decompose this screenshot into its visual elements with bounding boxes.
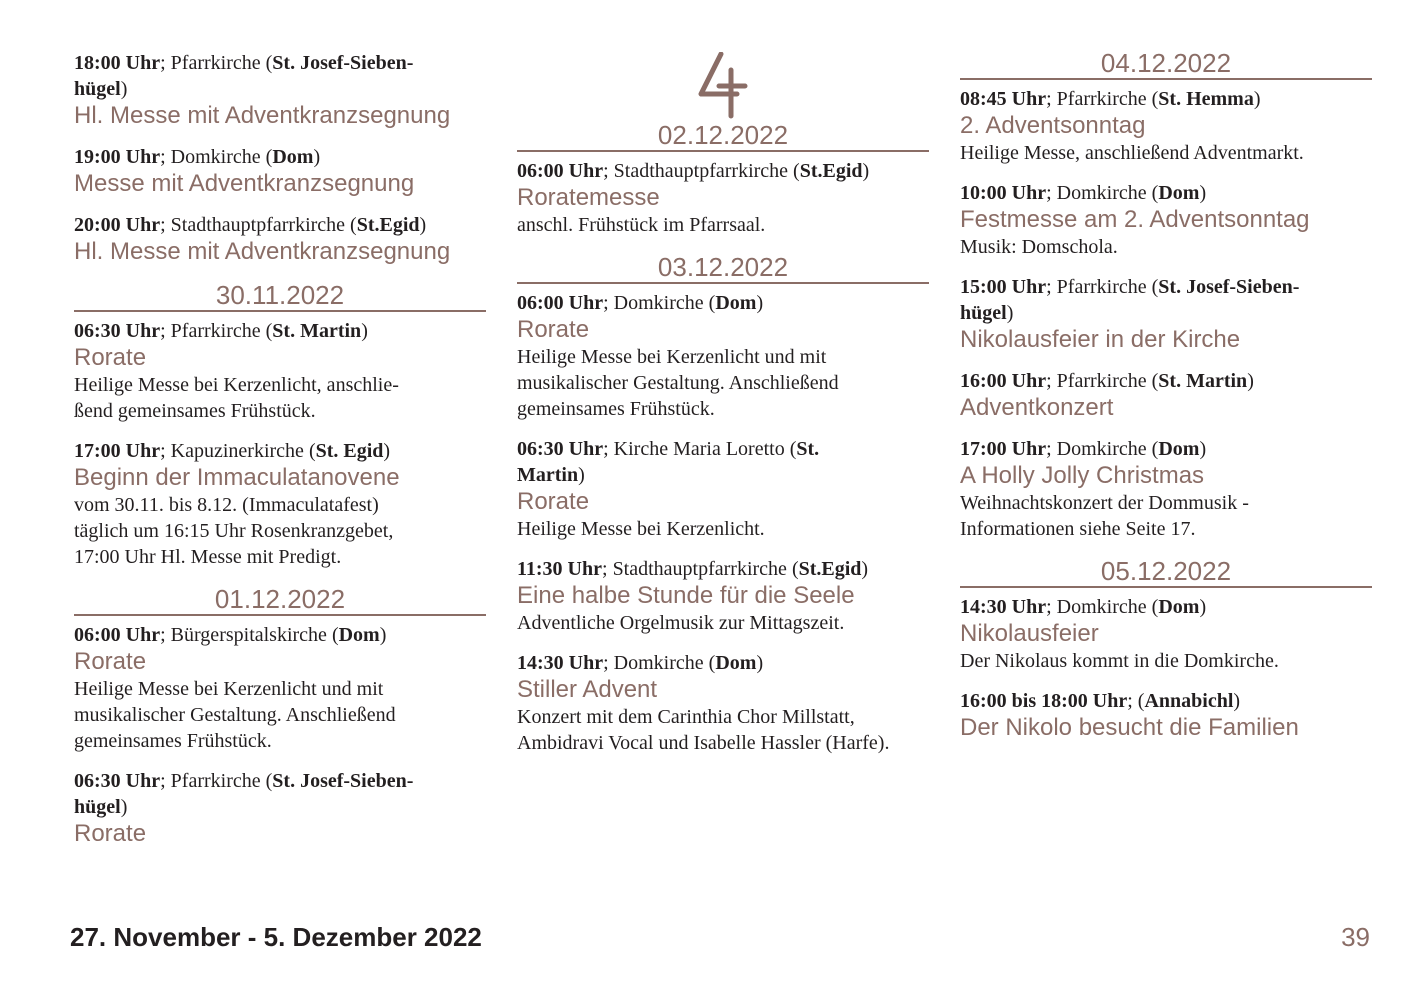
event-title: Rorate bbox=[517, 316, 590, 343]
event-title: Beginn der Immaculatanovene bbox=[74, 464, 400, 491]
event-time: 06:00 Uhr bbox=[517, 292, 604, 314]
event-title: Nikolausfeier bbox=[960, 620, 1099, 647]
event-time: 06:30 Uhr bbox=[74, 320, 161, 342]
events-list bbox=[74, 622, 486, 848]
page-number: 39 bbox=[1341, 922, 1370, 952]
event-meta bbox=[74, 144, 486, 170]
event-church: St. Josef-Sieben- hügel bbox=[74, 770, 414, 818]
event-item bbox=[960, 180, 1372, 260]
event-church-wrap: (St. Josef-Sieben- hügel) bbox=[74, 52, 414, 100]
event-meta bbox=[74, 50, 486, 102]
event-meta bbox=[517, 556, 929, 582]
event-time: 14:30 Uhr bbox=[517, 652, 604, 674]
event-church: Dom bbox=[338, 624, 380, 646]
event-item bbox=[960, 594, 1372, 674]
event-separator: ; bbox=[160, 770, 171, 792]
event-time: 14:30 Uhr bbox=[960, 596, 1047, 618]
event-church-wrap: (St.Egid) bbox=[345, 214, 427, 236]
event-place: Kirche Maria Loretto bbox=[613, 438, 785, 460]
event-separator: ; bbox=[1046, 370, 1057, 392]
event-place: Kapuzinerkirche bbox=[170, 440, 304, 462]
event-church: St. Martin bbox=[1158, 370, 1248, 392]
date-heading: 30.11.2022 bbox=[74, 280, 486, 312]
event-separator: ; bbox=[1127, 690, 1138, 712]
date-heading: 03.12.2022 bbox=[517, 252, 929, 284]
event-time: 17:00 Uhr bbox=[960, 438, 1047, 460]
events-list bbox=[517, 290, 929, 756]
event-church: Dom bbox=[1158, 596, 1200, 618]
event-title: Hl. Messe mit Adventkranzsegnung bbox=[74, 238, 451, 265]
events-list bbox=[74, 50, 486, 266]
event-separator: ; bbox=[602, 558, 613, 580]
event-meta bbox=[960, 594, 1372, 620]
event-church: St. Josef-Sieben- hügel bbox=[960, 276, 1300, 324]
event-title: Rorate bbox=[74, 344, 147, 371]
event-church: Dom bbox=[272, 146, 314, 168]
event-title: Rorate bbox=[74, 648, 147, 675]
event-separator: ; bbox=[160, 624, 171, 646]
event-meta bbox=[517, 158, 929, 184]
event-item bbox=[74, 318, 486, 424]
event-church-wrap: (Dom) bbox=[703, 292, 764, 314]
event-title: Der Nikolo besucht die Familien bbox=[960, 714, 1299, 741]
event-description: Heilige Messe bei Kerzenlicht und mit musikalischer Gestaltung. Anschließend gemeinsames Frühstück. bbox=[74, 678, 396, 752]
event-title: A Holly Jolly Christmas bbox=[960, 462, 1205, 489]
event-place: Pfarrkirche bbox=[170, 52, 261, 74]
event-meta bbox=[74, 212, 486, 238]
event-place: Pfarrkirche bbox=[1056, 276, 1147, 298]
event-description: Heilige Messe bei Kerzenlicht und mit musikalischer Gestaltung. Anschließend gemeinsames Frühstück. bbox=[517, 346, 839, 420]
event-time: 11:30 Uhr bbox=[517, 558, 602, 580]
event-meta bbox=[960, 368, 1372, 394]
event-church-wrap: (St. Josef-Sieben- hügel) bbox=[74, 770, 414, 818]
event-church-wrap: (Dom) bbox=[260, 146, 321, 168]
event-title: Adventkonzert bbox=[960, 394, 1114, 421]
event-church-wrap: (St. Josef-Sieben- hügel) bbox=[960, 276, 1300, 324]
event-place: Bürgerspitalskirche bbox=[170, 624, 327, 646]
event-church-wrap: (Dom) bbox=[1146, 182, 1207, 204]
event-church-wrap: (St. Martin) bbox=[1146, 370, 1254, 392]
event-title: Rorate bbox=[74, 820, 147, 847]
event-meta bbox=[517, 650, 929, 676]
event-church-wrap: (Dom) bbox=[703, 652, 764, 674]
event-item bbox=[74, 768, 486, 848]
event-time: 10:00 Uhr bbox=[960, 182, 1047, 204]
event-place: Domkirche bbox=[1056, 596, 1147, 618]
event-item bbox=[517, 436, 929, 542]
event-meta bbox=[960, 86, 1372, 112]
event-item bbox=[960, 688, 1372, 742]
event-church: St. Egid bbox=[315, 440, 384, 462]
event-separator: ; bbox=[160, 440, 171, 462]
event-time: 16:00 Uhr bbox=[960, 370, 1047, 392]
event-title: Nikolausfeier in der Kirche bbox=[960, 326, 1241, 353]
event-item bbox=[960, 368, 1372, 422]
event-time: 20:00 Uhr bbox=[74, 214, 161, 236]
event-church: Annabichl bbox=[1144, 690, 1234, 712]
event-title: Rorate bbox=[517, 488, 590, 515]
event-church: St. Martin bbox=[272, 320, 362, 342]
event-place: Domkirche bbox=[613, 652, 704, 674]
event-item bbox=[517, 556, 929, 636]
date-heading: 05.12.2022 bbox=[960, 556, 1372, 588]
event-time: 08:45 Uhr bbox=[960, 88, 1047, 110]
event-description: Musik: Domschola. bbox=[960, 236, 1118, 258]
event-place: Pfarrkirche bbox=[1056, 88, 1147, 110]
event-church: St.Egid bbox=[799, 160, 863, 182]
event-time: 19:00 Uhr bbox=[74, 146, 161, 168]
event-church-wrap: (Annabichl) bbox=[1137, 690, 1241, 712]
event-description: Weihnachtskonzert der Dommusik - Informationen siehe Seite 17. bbox=[960, 492, 1249, 540]
event-place: Domkirche bbox=[1056, 438, 1147, 460]
event-item bbox=[74, 212, 486, 266]
event-title: Hl. Messe mit Adventkranzsegnung bbox=[74, 102, 451, 129]
event-separator: ; bbox=[1046, 182, 1057, 204]
event-item bbox=[517, 158, 929, 238]
event-church: St. Josef-Sieben- hügel bbox=[74, 52, 414, 100]
events-list bbox=[960, 86, 1372, 542]
event-church-wrap: (St.Egid) bbox=[788, 160, 870, 182]
event-church-wrap: (St. Egid) bbox=[303, 440, 391, 462]
event-separator: ; bbox=[603, 438, 614, 460]
events-list bbox=[960, 594, 1372, 742]
event-meta bbox=[74, 438, 486, 464]
event-title: Messe mit Adventkranzsegnung bbox=[74, 170, 415, 197]
event-title: 2. Adventsonntag bbox=[960, 112, 1146, 139]
event-meta bbox=[960, 436, 1372, 462]
event-place: Stadthauptpfarrkirche bbox=[170, 214, 346, 236]
event-meta bbox=[517, 290, 929, 316]
event-title: Roratemesse bbox=[517, 184, 660, 211]
event-place: Domkirche bbox=[613, 292, 704, 314]
event-church: St.Egid bbox=[798, 558, 862, 580]
event-title: Eine halbe Stunde für die Seele bbox=[517, 582, 855, 609]
event-church-wrap: (St.Egid) bbox=[786, 558, 869, 580]
advent-four-cross-icon bbox=[695, 52, 751, 120]
event-description: anschl. Frühstück im Pfarrsaal. bbox=[517, 214, 766, 236]
event-separator: ; bbox=[160, 52, 171, 74]
event-meta bbox=[74, 768, 486, 820]
event-church-wrap: (Dom) bbox=[1146, 596, 1207, 618]
column-3 bbox=[960, 44, 1372, 756]
event-separator: ; bbox=[1046, 596, 1057, 618]
event-place: Domkirche bbox=[170, 146, 261, 168]
event-separator: ; bbox=[603, 160, 614, 182]
event-separator: ; bbox=[160, 320, 171, 342]
event-separator: ; bbox=[1046, 438, 1057, 460]
event-church: Dom bbox=[715, 292, 757, 314]
event-place: Pfarrkirche bbox=[170, 320, 261, 342]
event-item bbox=[960, 274, 1372, 354]
date-heading: 01.12.2022 bbox=[74, 584, 486, 616]
event-church-wrap: (Dom) bbox=[326, 624, 387, 646]
event-place: Domkirche bbox=[1056, 182, 1147, 204]
footer-date-range: 27. November - 5. Dezember 2022 bbox=[70, 922, 482, 952]
event-place: Stadthauptpfarrkirche bbox=[613, 160, 789, 182]
event-item bbox=[74, 622, 486, 754]
event-church-wrap: (Dom) bbox=[1146, 438, 1207, 460]
event-meta bbox=[960, 180, 1372, 206]
events-list bbox=[74, 318, 486, 570]
event-description: vom 30.11. bis 8.12. (Immaculatafest) täglich um 16:15 Uhr Rosenkranzgebet, 17:00 Uhr Hl. Messe mit Predigt. bbox=[74, 494, 394, 568]
event-church: St. Hemma bbox=[1158, 88, 1254, 110]
event-time: 06:30 Uhr bbox=[517, 438, 604, 460]
event-title: Stiller Advent bbox=[517, 676, 658, 703]
event-item bbox=[74, 144, 486, 198]
event-description: Heilige Messe bei Kerzenlicht. bbox=[517, 518, 765, 540]
event-item bbox=[960, 86, 1372, 166]
event-item bbox=[74, 438, 486, 570]
column-2 bbox=[517, 0, 929, 770]
event-place: Pfarrkirche bbox=[1056, 370, 1147, 392]
event-place: Pfarrkirche bbox=[170, 770, 261, 792]
event-time: 06:30 Uhr bbox=[74, 770, 161, 792]
event-description: Heilige Messe, anschließend Adventmarkt. bbox=[960, 142, 1304, 164]
events-list bbox=[517, 158, 929, 238]
event-time: 17:00 Uhr bbox=[74, 440, 161, 462]
event-description: Heilige Messe bei Kerzenlicht, anschlie- ßend gemeinsames Frühstück. bbox=[74, 374, 399, 422]
event-separator: ; bbox=[603, 652, 614, 674]
event-church-wrap: (St. Martin) bbox=[260, 320, 368, 342]
date-heading: 04.12.2022 bbox=[960, 48, 1372, 80]
event-item bbox=[517, 290, 929, 422]
event-time: 16:00 bis 18:00 Uhr bbox=[960, 690, 1128, 712]
event-time: 06:00 Uhr bbox=[74, 624, 161, 646]
event-church: Dom bbox=[1158, 438, 1200, 460]
event-title: Festmesse am 2. Adventsonntag bbox=[960, 206, 1310, 233]
column-1 bbox=[74, 50, 486, 862]
event-item bbox=[960, 436, 1372, 542]
event-item bbox=[74, 50, 486, 130]
event-separator: ; bbox=[603, 292, 614, 314]
event-separator: ; bbox=[160, 146, 171, 168]
event-description: Adventliche Orgelmusik zur Mittagszeit. bbox=[517, 612, 845, 634]
event-meta bbox=[960, 688, 1372, 714]
event-meta bbox=[960, 274, 1372, 326]
event-separator: ; bbox=[1046, 276, 1057, 298]
event-separator: ; bbox=[1046, 88, 1057, 110]
event-separator: ; bbox=[160, 214, 171, 236]
event-church: Dom bbox=[715, 652, 757, 674]
event-meta bbox=[74, 622, 486, 648]
event-time: 18:00 Uhr bbox=[74, 52, 161, 74]
event-place: Stadthauptpfarrkirche bbox=[612, 558, 787, 580]
event-description: Der Nikolaus kommt in die Domkirche. bbox=[960, 650, 1279, 672]
event-meta bbox=[74, 318, 486, 344]
date-heading: 02.12.2022 bbox=[517, 120, 929, 152]
event-item bbox=[517, 650, 929, 756]
event-time: 15:00 Uhr bbox=[960, 276, 1047, 298]
event-church-wrap: (St. Martin) bbox=[517, 438, 820, 486]
event-description: Konzert mit dem Carinthia Chor Millstatt, Ambidravi Vocal und Isabelle Hassler (Harfe). bbox=[517, 706, 890, 754]
event-meta bbox=[517, 436, 929, 488]
event-church-wrap: (St. Hemma) bbox=[1146, 88, 1261, 110]
event-church: St.Egid bbox=[356, 214, 420, 236]
event-time: 06:00 Uhr bbox=[517, 160, 604, 182]
event-church: Dom bbox=[1158, 182, 1200, 204]
event-church: St. Martin bbox=[517, 438, 820, 486]
